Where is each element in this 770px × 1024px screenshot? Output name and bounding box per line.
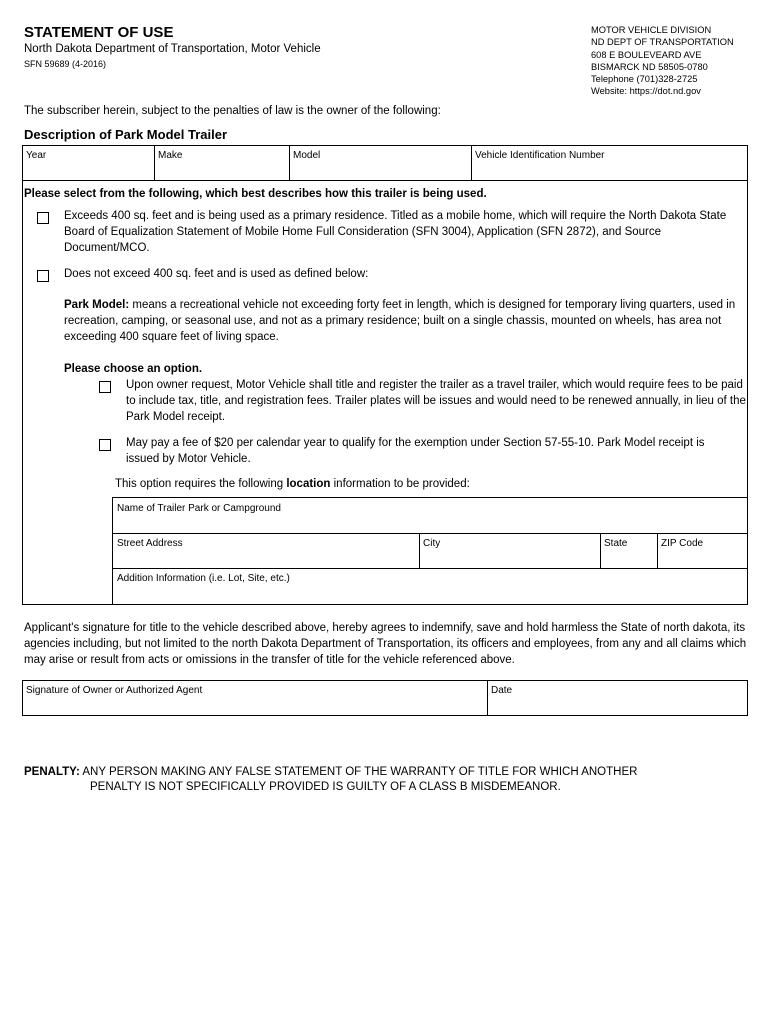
usage-prompt: Please select from the following, which best describes how this trailer is being used. (24, 188, 487, 200)
penalty-line-2: PENALTY IS NOT SPECIFICALLY PROVIDED IS GUILTY OF A CLASS B MISDEMEANOR. (90, 781, 561, 793)
location-note (115, 476, 470, 492)
indemnity-text: Applicant's signature for title to the vehicle described above, hereby agrees to indemnify, save and hold harmless the State of north dakota, its agencies including, but not limited to the north Dakota Department of Transportation, its officers and employees, from any and all claims which may arise or result from acts or omissions in the transfer of title for the vehicle referenced above. (24, 622, 747, 666)
location-note-post: information to be provided: (333, 478, 470, 490)
suboption-fee-exemption-checkbox[interactable] (99, 439, 111, 451)
park-name-field[interactable] (113, 498, 747, 533)
make-label: Make (158, 150, 183, 161)
signature-label: Signature of Owner or Authorized Agent (26, 685, 203, 696)
street-field[interactable] (113, 534, 419, 568)
park-model-definition (64, 297, 748, 345)
zip-label: ZIP Code (661, 538, 704, 549)
year-label: Year (26, 150, 47, 161)
intro-text: The subscriber herein, subject to the penalties of law is the owner of the following: (24, 105, 441, 117)
form-title: STATEMENT OF USE (24, 24, 174, 41)
state-label: State (604, 538, 628, 549)
location-table (112, 497, 748, 605)
city-field[interactable] (420, 534, 600, 568)
penalty-line-1: ANY PERSON MAKING ANY FALSE STATEMENT OF THE WARRANTY OF TITLE FOR WHICH ANOTHER (82, 766, 638, 778)
model-label: Model (293, 150, 321, 161)
address-line: BISMARCK ND 58505-0780 (591, 61, 708, 72)
street-label: Street Address (117, 538, 183, 549)
option-park-model-text: Does not exceed 400 sq. feet and is used as defined below: (64, 268, 369, 280)
agency-address (591, 24, 734, 98)
address-line: 608 E BOULEVEARD AVE (591, 49, 702, 60)
zip-field[interactable] (658, 534, 747, 568)
signature-field[interactable] (23, 681, 487, 715)
form-subtitle: North Dakota Department of Transportation, Motor Vehicle (24, 43, 321, 55)
penalty-label: PENALTY: (24, 766, 80, 778)
city-label: City (423, 538, 441, 549)
penalty-notice (24, 765, 724, 795)
location-note-bold: location (286, 478, 331, 490)
model-field[interactable] (290, 146, 471, 180)
trailer-description-table (22, 145, 748, 181)
address-line: MOTOR VEHICLE DIVISION (591, 25, 712, 35)
choose-option-prompt: Please choose an option. (64, 363, 203, 375)
additional-info-field[interactable] (113, 569, 747, 604)
additional-info-label: Addition Information (i.e. Lot, Site, etc.) (117, 573, 290, 584)
option-primary-residence-text: Exceeds 400 sq. feet and is being used as a primary residence. Titled as a mobile home, which will require the North Dakota State Board of Equalization Statement of Mobile Home Full Consideration (SFN 3004), Application (SFN 2872), and Source Document/MCO. (64, 210, 727, 254)
location-note-pre: This option requires the following (115, 478, 284, 490)
suboption-travel-trailer-text: Upon owner request, Motor Vehicle shall title and register the trailer as a travel trailer, which would require fees to be paid to include tax, title, and registration fees. Trailer plates will be issues and would need to be renewed annually, in lieu of the Park Model receipt. (126, 379, 746, 423)
park-name-label: Name of Trailer Park or Campground (117, 503, 281, 514)
date-label: Date (491, 685, 513, 696)
section-title: Description of Park Model Trailer (24, 127, 227, 142)
suboption-fee-exemption-text: May pay a fee of $20 per calendar year to qualify for the exemption under Section 57-55-10. Park Model receipt is issued by Motor Vehicle. (126, 437, 705, 465)
form-number: SFN 59689 (4-2016) (24, 59, 107, 69)
year-field[interactable] (23, 146, 154, 180)
date-field[interactable] (488, 681, 747, 715)
option-park-model-checkbox[interactable] (37, 270, 49, 282)
suboption-travel-trailer-checkbox[interactable] (99, 381, 111, 393)
address-line: Website: https://dot.nd.gov (591, 86, 701, 97)
vin-label: Vehicle Identification Number (475, 150, 605, 161)
park-model-definition-text: means a recreational vehicle not exceeding forty feet in length, which is designed for temporary living quarters, used in recreation, camping, or seasonal use, and not as a primary residence; built on a single chassis, mounted on wheels, has area not exceeding 400 square feet of living space. (64, 299, 736, 343)
park-model-term: Park Model: (64, 299, 130, 311)
option-primary-residence-checkbox[interactable] (37, 212, 49, 224)
state-field[interactable] (601, 534, 657, 568)
address-line: ND DEPT OF TRANSPORTATION (591, 37, 734, 48)
vin-field[interactable] (472, 146, 747, 180)
signature-table (22, 680, 748, 716)
address-line: Telephone (701)328-2725 (591, 74, 698, 85)
make-field[interactable] (155, 146, 289, 180)
